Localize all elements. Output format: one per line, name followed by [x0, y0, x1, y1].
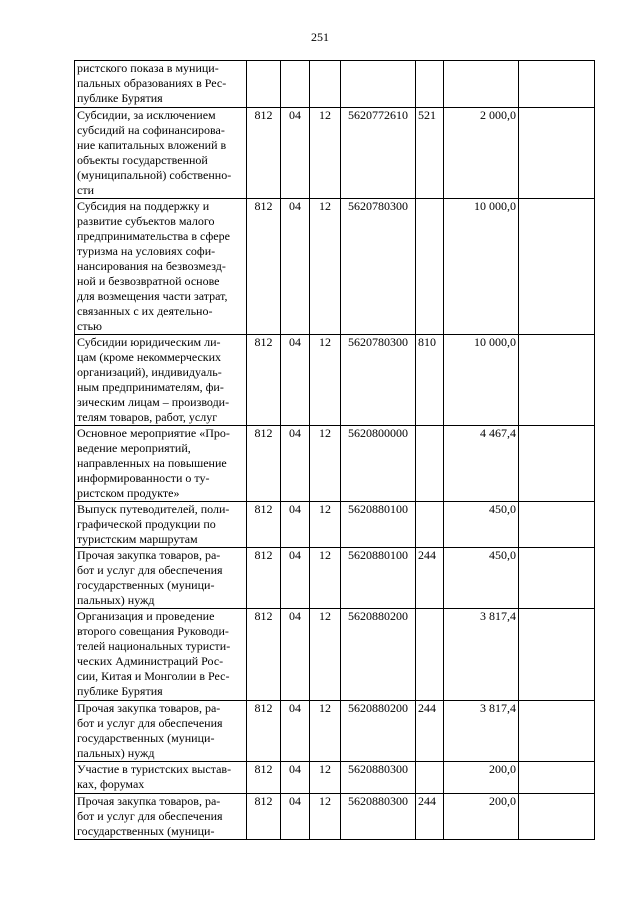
table-row: [75, 609, 595, 701]
table-row: [75, 335, 595, 426]
section-code: [281, 61, 310, 108]
subsection-code: 12: [310, 335, 341, 426]
expense-type-code: 244: [416, 701, 444, 762]
expense-type-code: [416, 199, 444, 335]
ministry-code: 812: [247, 609, 281, 701]
ministry-code: 812: [247, 502, 281, 548]
amount: 450,0: [444, 548, 519, 609]
table-row: [75, 108, 595, 199]
extra-cell: [519, 502, 595, 548]
section-code: 04: [281, 701, 310, 762]
table-row: [75, 61, 595, 108]
section-code: 04: [281, 335, 310, 426]
target-article-code: 5620880100: [341, 502, 416, 548]
row-name: Субсидии юридическим ли- цам (кроме некоммерческих организаций), индивидуаль- ным предпринимателям, фи- зическим лицам – производи- телям товаров, работ, услуг: [75, 335, 247, 426]
target-article-code: [341, 61, 416, 108]
expense-type-code: [416, 426, 444, 502]
section-code: 04: [281, 108, 310, 199]
table-row: [75, 426, 595, 502]
section-code: 04: [281, 762, 310, 794]
row-name: Организация и проведение второго совещания Руководи- телей национальных туристи- ческих Администраций Рос- сии, Китая и Монголии в Рес- публике Бурятия: [75, 609, 247, 701]
ministry-code: 812: [247, 108, 281, 199]
target-article-code: 5620780300: [341, 199, 416, 335]
amount: 200,0: [444, 794, 519, 840]
amount: 450,0: [444, 502, 519, 548]
table-row: [75, 701, 595, 762]
extra-cell: [519, 108, 595, 199]
extra-cell: [519, 762, 595, 794]
extra-cell: [519, 794, 595, 840]
amount: 4 467,4: [444, 426, 519, 502]
section-code: 04: [281, 502, 310, 548]
extra-cell: [519, 199, 595, 335]
ministry-code: 812: [247, 548, 281, 609]
subsection-code: 12: [310, 609, 341, 701]
page-number: 251: [311, 30, 329, 44]
table-row: [75, 502, 595, 548]
subsection-code: 12: [310, 794, 341, 840]
ministry-code: 812: [247, 199, 281, 335]
extra-cell: [519, 548, 595, 609]
budget-table-body: [75, 61, 595, 840]
amount: 10 000,0: [444, 335, 519, 426]
ministry-code: 812: [247, 762, 281, 794]
amount: 10 000,0: [444, 199, 519, 335]
table-row: [75, 548, 595, 609]
extra-cell: [519, 701, 595, 762]
section-code: 04: [281, 199, 310, 335]
ministry-code: [247, 61, 281, 108]
section-code: 04: [281, 609, 310, 701]
ministry-code: 812: [247, 426, 281, 502]
amount: 3 817,4: [444, 701, 519, 762]
row-name: Основное мероприятие «Про- ведение мероприятий, направленных на повышение информированности о ту- ристском продукте»: [75, 426, 247, 502]
target-article-code: 5620800000: [341, 426, 416, 502]
amount: [444, 61, 519, 108]
extra-cell: [519, 61, 595, 108]
amount: 2 000,0: [444, 108, 519, 199]
ministry-code: 812: [247, 701, 281, 762]
expense-type-code: [416, 61, 444, 108]
row-name: Выпуск путеводителей, поли- графической продукции по туристским маршрутам: [75, 502, 247, 548]
target-article-code: 5620880200: [341, 701, 416, 762]
target-article-code: 5620880300: [341, 762, 416, 794]
row-name: Субсидии, за исключением субсидий на софинансирова- ние капитальных вложений в объекты государственной (муниципальной) собственно- сти: [75, 108, 247, 199]
expense-type-code: 244: [416, 548, 444, 609]
row-name: Субсидия на поддержку и развитие субъектов малого предпринимательства в сфере туризма на условиях софи- нансирования на безвозмезд- ной и безвозвратной основе для возмещения части затрат, связанных с их деятельно- стью: [75, 199, 247, 335]
subsection-code: 12: [310, 762, 341, 794]
expense-type-code: 521: [416, 108, 444, 199]
row-name: Прочая закупка товаров, ра- бот и услуг для обеспечения государственных (муници- пальных) нужд: [75, 701, 247, 762]
amount: 200,0: [444, 762, 519, 794]
section-code: 04: [281, 548, 310, 609]
budget-table: [74, 60, 595, 840]
row-name: Прочая закупка товаров, ра- бот и услуг для обеспечения государственных (муници- пальных) нужд: [75, 548, 247, 609]
section-code: 04: [281, 426, 310, 502]
target-article-code: 5620772610: [341, 108, 416, 199]
expense-type-code: [416, 502, 444, 548]
subsection-code: 12: [310, 426, 341, 502]
section-code: 04: [281, 794, 310, 840]
subsection-code: 12: [310, 701, 341, 762]
row-name: Участие в туристских выстав- ках, форумах: [75, 762, 247, 794]
target-article-code: 5620780300: [341, 335, 416, 426]
table-row: [75, 762, 595, 794]
expense-type-code: 244: [416, 794, 444, 840]
expense-type-code: 810: [416, 335, 444, 426]
row-name: Прочая закупка товаров, ра- бот и услуг для обеспечения государственных (муници-: [75, 794, 247, 840]
ministry-code: 812: [247, 794, 281, 840]
subsection-code: 12: [310, 548, 341, 609]
extra-cell: [519, 609, 595, 701]
subsection-code: 12: [310, 199, 341, 335]
subsection-code: 12: [310, 502, 341, 548]
target-article-code: 5620880200: [341, 609, 416, 701]
extra-cell: [519, 426, 595, 502]
subsection-code: 12: [310, 108, 341, 199]
target-article-code: 5620880300: [341, 794, 416, 840]
extra-cell: [519, 335, 595, 426]
table-row: [75, 199, 595, 335]
row-name: ристского показа в муници- пальных образованиях в Рес- публике Бурятия: [75, 61, 247, 108]
table-row: [75, 794, 595, 840]
subsection-code: [310, 61, 341, 108]
target-article-code: 5620880100: [341, 548, 416, 609]
ministry-code: 812: [247, 335, 281, 426]
expense-type-code: [416, 762, 444, 794]
expense-type-code: [416, 609, 444, 701]
amount: 3 817,4: [444, 609, 519, 701]
